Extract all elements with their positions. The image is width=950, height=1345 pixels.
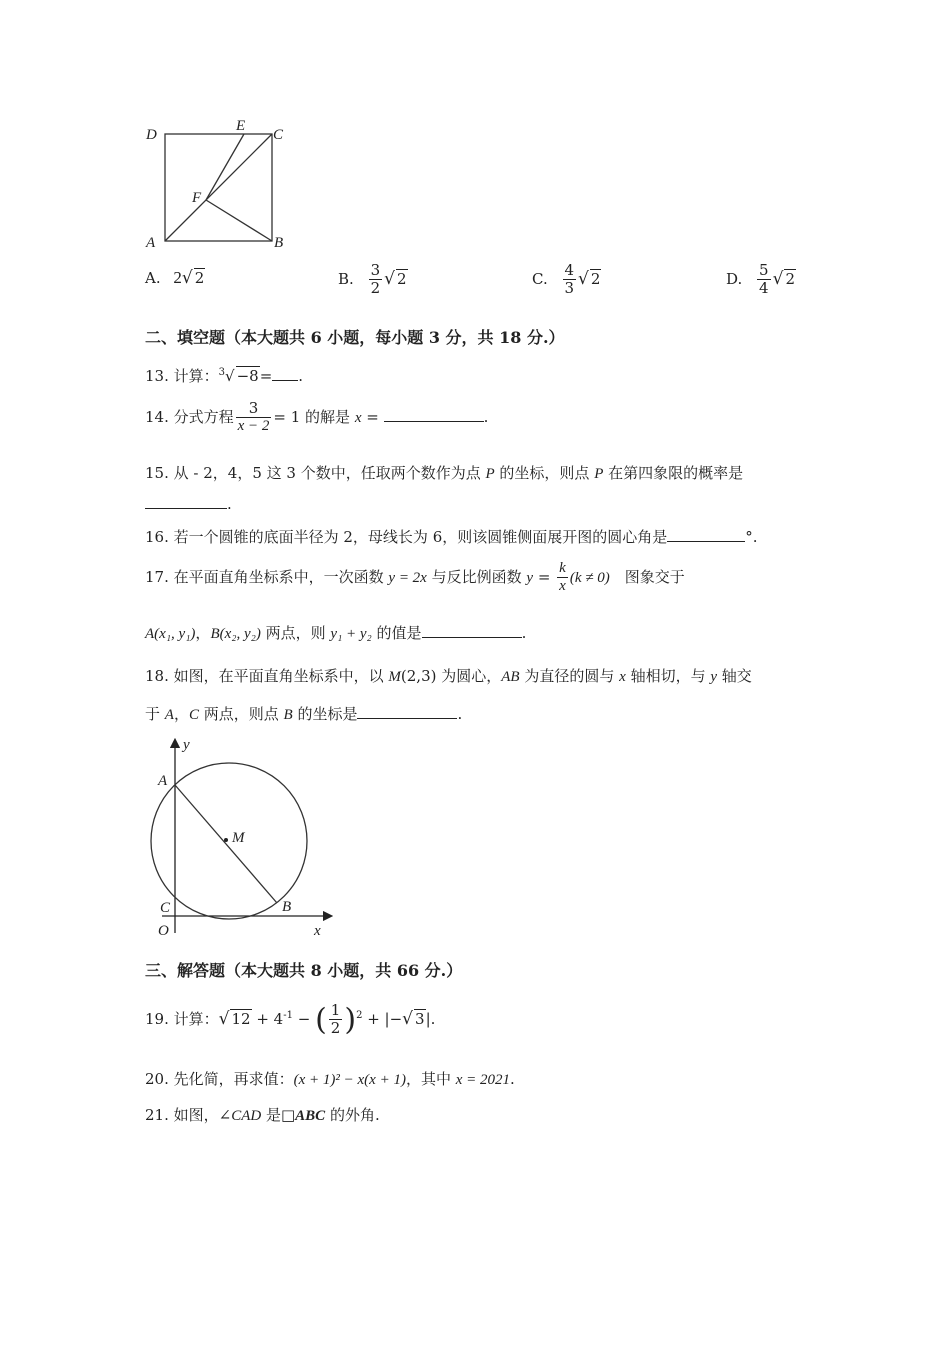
segment-fb [206,200,272,241]
q19-frac-num: 1 [330,1001,341,1019]
q16-end: °. [745,528,758,546]
question-18-line2 [145,703,462,724]
q16-text: 16. 若一个圆锥的底面半径为 2，母线长为 6，则该圆锥侧面展开图的圆心角是 [145,528,668,546]
q18-text-h: 两点，则点 [198,705,284,723]
q19-minus: − [292,1009,316,1028]
label-d: D [146,127,157,143]
q14-end: . [483,407,489,426]
q18-text-g: ， [173,705,189,723]
q19-radicand-3: 3 [415,1009,425,1028]
q17-b-coord: (x₂, y₂) [219,626,261,642]
center-point-m [224,838,228,842]
q19-radicand-12: 12 [231,1009,251,1028]
label-a: A [146,235,156,251]
q17-condition: (k ≠ 0) [569,569,610,586]
q13-end: . [298,367,304,385]
question-13: 13. 计算：$^3$√ −8= . [145,367,304,385]
q18-m: M [388,669,401,685]
option-c[interactable]: C. $\frac{4}{3}$ √ 2 [532,261,601,298]
q20-end: . [510,1070,515,1088]
axis-label-y: y [183,737,190,753]
q13-equals: = [259,367,273,385]
option-radicand: 2 [785,269,795,288]
q17-end: . [521,624,527,642]
q17-a-coord: (x₁, y₁) [154,626,196,642]
question-21 [145,1104,380,1125]
q18-ab: AB [501,669,520,685]
label-b: B [282,899,292,915]
q18-text-i: 的坐标是 [292,705,358,723]
q17-text-c: 图象交于 [609,567,685,586]
q20-expression: (x + 1)² − x(x + 1) [293,1072,406,1088]
section-heading-solve: 三、解答题（本大题共 8 小题，共 66 分.） [145,961,463,980]
q14-var: x [354,409,362,426]
q13-radicand: −8 [236,367,259,385]
q14-eq: = [361,407,384,426]
circle-figure [140,735,340,945]
option-whole: 2 [173,268,182,287]
option-label: B. [338,269,354,288]
q15-end: . [227,495,232,513]
question-17 [145,560,685,596]
q18-text-a: 18. 如图，在平面直角坐标系中，以 [145,667,389,685]
q17-linear-function: y = 2x [388,569,427,586]
q17-y: y [526,569,534,586]
option-radicand: 2 [194,269,205,287]
q17-text-b: 与反比例函数 [426,567,527,586]
q17-text-d: 两点，则 [260,624,331,642]
q17-sum: y₁ + y₂ [330,626,372,642]
q18-text-e: 轴交 [717,667,752,685]
q15-text-a: 15. 从 - 2，4，5 这 3 个数中，任取两个数作为点 [145,464,486,482]
label-f: F [192,190,202,206]
question-16 [145,526,758,547]
q19-frac-den: 2 [330,1019,341,1038]
q19-exponent-neg1: -1 [283,1009,293,1021]
option-radicand: 2 [396,269,407,288]
q15-text-b: 的坐标，则点 [494,464,595,482]
option-label: D. [726,269,743,288]
q14-denominator: x − 2 [237,418,270,435]
q17-text-a: 17. 在平面直角坐标系中，一次函数 [145,567,389,586]
q17-answer-blank[interactable] [422,623,522,638]
q17-sep: ， [195,624,211,642]
option-b[interactable]: B. $\frac{3}{2}$ √ 2 [338,261,407,298]
q18-point-b: B [283,707,293,723]
q18-text-c: 为直径的圆与 [519,667,620,685]
label-m: M [232,830,245,846]
q17-x: x [559,578,566,595]
label-a: A [158,773,168,789]
q21-triangle-symbol: □ [280,1106,296,1124]
option-label: C. [532,269,548,288]
question-19: 19. 计算：√ $12 + 4^{-1}$ − ( $\frac{1}{2}$ )$^2$ + |−√ 3|. [145,1001,436,1038]
q20-mid: ，其中 [405,1070,456,1088]
question-20 [145,1068,515,1089]
q18-end: . [457,705,463,723]
question-14 [145,400,488,436]
option-label: A. [145,269,161,287]
option-numerator: 5 [759,261,769,279]
option-radicand: 2 [590,269,601,288]
q13-root-index: 3 [218,367,225,378]
q18-y: y [710,669,718,685]
option-denominator: 2 [370,279,381,298]
question-18 [145,665,752,686]
q19-abs-open: + |− [362,1009,403,1028]
q14-mid: = 1 的解是 [273,407,355,426]
question-17-line2 [145,622,526,643]
option-numerator: 3 [370,261,381,279]
label-b: B [274,235,284,251]
option-denominator: 4 [759,279,769,298]
q21-angle: ∠CAD [218,1108,262,1124]
q16-answer-blank[interactable] [667,527,745,542]
section-heading-fill-in: 二、填空题（本大题共 6 小题，每小题 3 分，共 18 分.） [145,328,565,347]
q19-exponent-2: 2 [356,1009,363,1021]
label-e: E [236,118,246,134]
q21-text-c: 的外角. [325,1106,380,1124]
q15-answer-blank[interactable] [145,494,227,509]
q18-text-d: 轴相切，与 [625,667,711,685]
question-15-line2 [145,494,232,513]
q18-answer-blank[interactable] [357,704,457,719]
axis-label-x: x [314,923,321,939]
q19-prefix: 19. 计算： [145,1009,219,1028]
diameter-ab [175,785,277,903]
q13-prefix: 13. 计算： [145,367,219,385]
label-c: C [160,900,171,916]
q17-point-a: A [145,626,155,642]
q20-text: 20. 先化简，再求值： [145,1070,294,1088]
label-c: C [273,127,284,143]
q18-text-b: 为圆心， [436,667,502,685]
q17-eq: = [533,567,556,586]
q14-prefix: 14. 分式方程 [145,407,234,426]
q18-text-f: 于 [145,705,165,723]
q14-numerator: 3 [248,399,259,417]
q15-point-p2: P [594,466,604,482]
q18-m-coord: (2,3) [400,667,437,685]
q21-text-a: 21. 如图， [145,1106,219,1124]
q19-plus-four: + 4 [251,1009,284,1028]
q15-text-c: 在第四象限的概率是 [603,464,744,482]
q17-k: k [559,560,566,576]
option-a[interactable]: A. 2√ 2 [145,268,205,288]
option-numerator: 4 [564,261,575,279]
q19-end: |. [425,1009,436,1028]
q21-triangle-name: ABC [295,1108,326,1124]
q13-answer-blank[interactable] [272,366,298,381]
diagonal-ac [165,134,272,241]
label-o: O [158,923,169,939]
question-15 [145,462,743,483]
q18-x: x [619,669,626,685]
q18-point-a: A [164,707,174,723]
q17-point-b: B [210,626,220,642]
q14-answer-blank[interactable] [384,407,484,422]
q21-text-b: 是 [261,1106,281,1124]
q18-point-c: C [188,707,199,723]
q20-condition: x = 2021 [455,1072,511,1088]
q17-text-e: 的值是 [371,624,422,642]
square-figure [140,115,300,255]
option-denominator: 3 [564,279,575,298]
q15-point-p: P [485,466,495,482]
option-d[interactable]: D. $\frac{5}{4}$ √ 2 [726,261,795,298]
